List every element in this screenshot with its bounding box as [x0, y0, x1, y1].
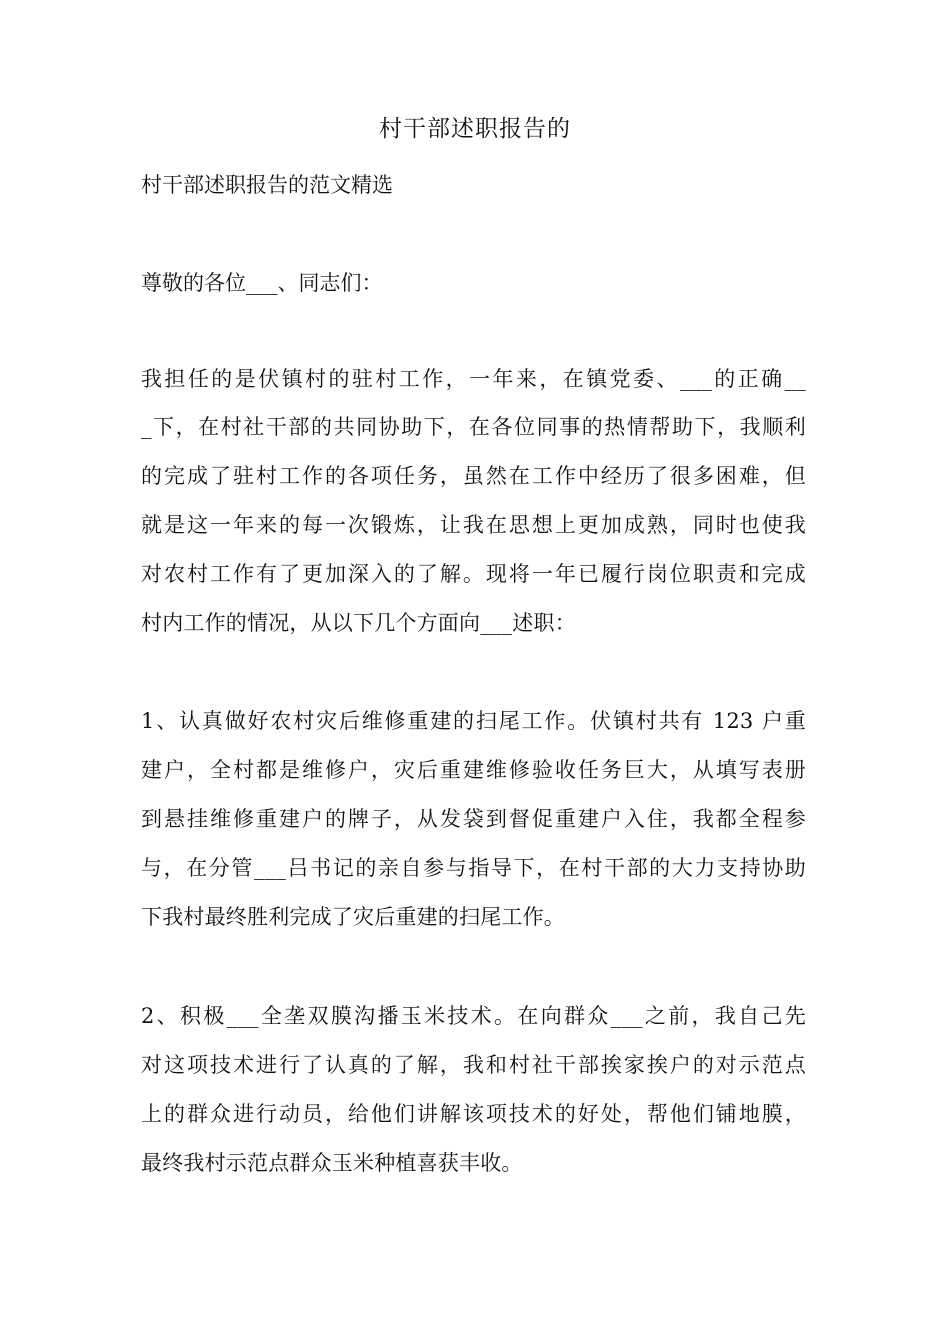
paragraph-1-line-2: _下，在村社干部的共同协助下，在各位同事的热情帮助下，我顺利 — [141, 415, 806, 439]
paragraph-1-line-1: 我担任的是伏镇村的驻村工作，一年来，在镇党委、___的正确__ — [141, 367, 806, 391]
paragraph-1-line-4: 就是这一年来的每一次锻炼，让我在思想上更加成熟，同时也使我 — [141, 513, 806, 537]
paragraph-3-line-4: 最终我村示范点群众玉米种植喜获丰收。 — [141, 1151, 523, 1175]
paragraph-1-line-3: 的完成了驻村工作的各项任务，虽然在工作中经历了很多困难，但 — [141, 464, 806, 488]
paragraph-2-line-1: 1、认真做好农村灾后维修重建的扫尾工作。伏镇村共有 123 户重 — [141, 709, 806, 733]
greeting-line: 尊敬的各位___、同志们： — [141, 271, 383, 295]
document-title: 村干部述职报告的 — [379, 116, 571, 142]
paragraph-3-line-3: 上的群众进行动员，给他们讲解该项技术的好处，帮他们铺地膜， — [141, 1102, 806, 1126]
paragraph-2-line-5: 下我村最终胜利完成了灾后重建的扫尾工作。 — [141, 905, 565, 929]
document-subtitle: 村干部述职报告的范文精选 — [141, 173, 393, 197]
paragraph-3-line-1: 2、积极___全垄双膜沟播玉米技术。在向群众___之前，我自己先 — [141, 1004, 806, 1028]
paragraph-2-line-3: 到悬挂维修重建户的牌子，从发袋到督促重建户入住，我都全程参 — [141, 807, 806, 831]
paragraph-1-line-5: 对农村工作有了更加深入的了解。现将一年已履行岗位职责和完成 — [141, 562, 806, 586]
paragraph-1-line-6: 村内工作的情况，从以下几个方面向___述职： — [141, 611, 576, 635]
paragraph-2-line-2: 建户，全村都是维修户，灾后重建维修验收任务巨大，从填写表册 — [141, 758, 806, 782]
paragraph-2-line-4: 与，在分管___吕书记的亲自参与指导下，在村干部的大力支持协助 — [141, 856, 806, 880]
paragraph-3-line-2: 对这项技术进行了认真的了解，我和村社干部挨家挨户的对示范点 — [141, 1053, 806, 1077]
